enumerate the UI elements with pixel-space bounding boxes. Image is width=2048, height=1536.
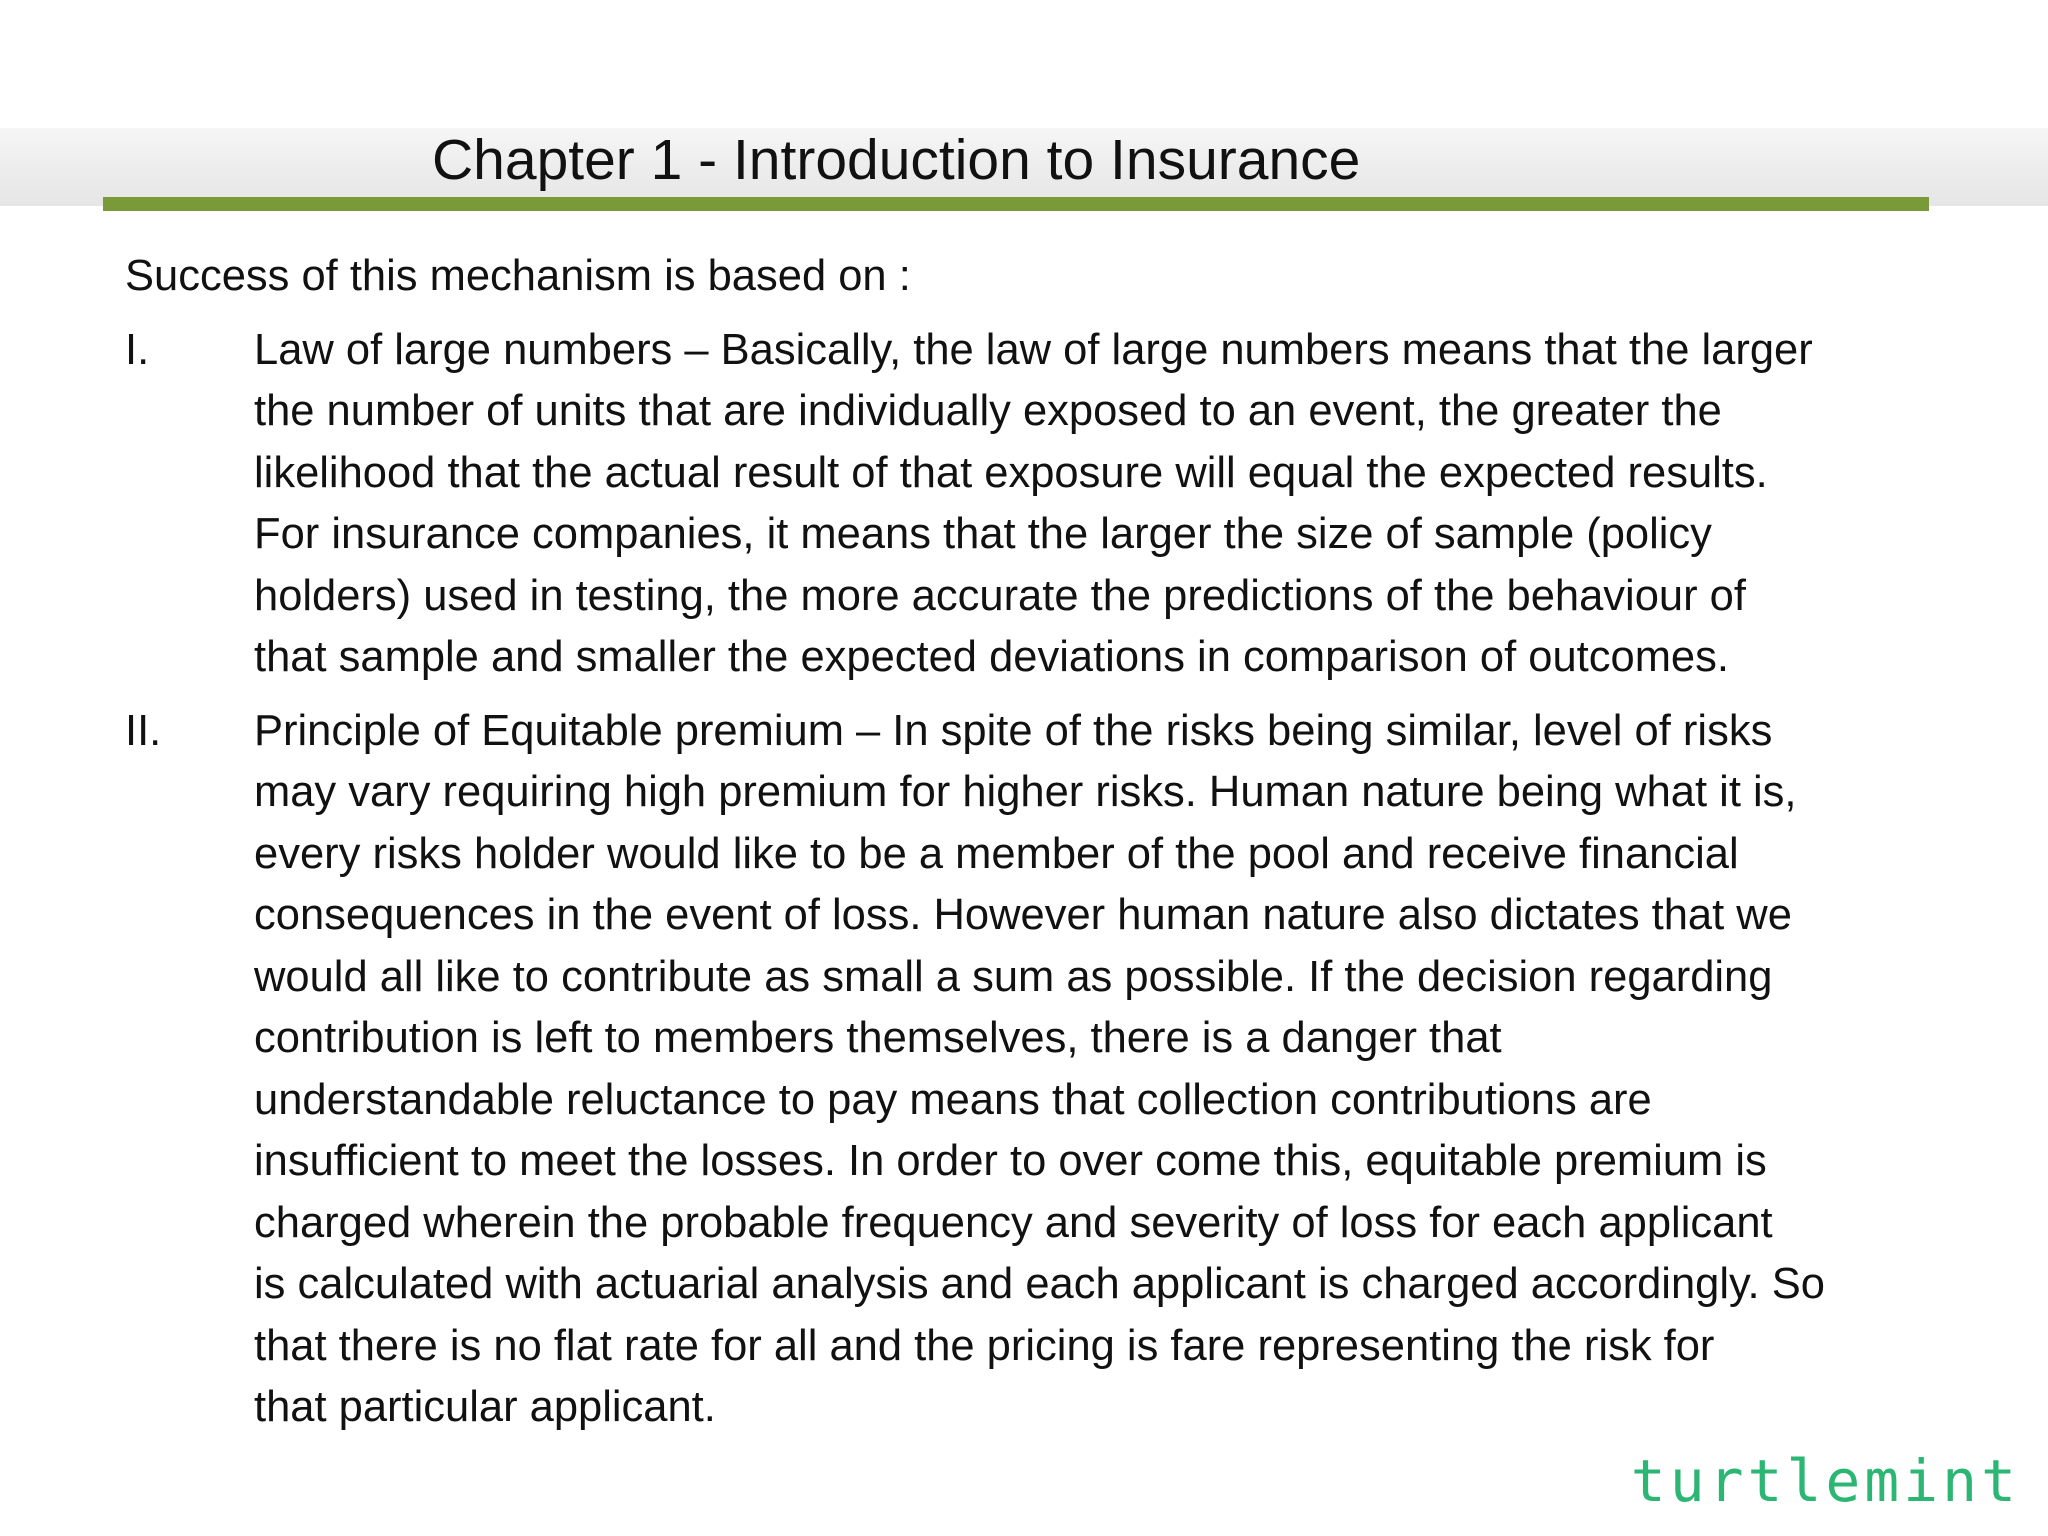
text-line: every risks holder would like to be a member of the pool and receive financial	[254, 829, 1739, 878]
text-line: that there is no flat rate for all and the pricing is fare representing the risk for	[254, 1321, 1715, 1370]
text-line: consequences in the event of loss. However human nature also dictates that we	[254, 891, 1792, 939]
list-item-text	[254, 320, 1935, 689]
list-item	[125, 320, 1935, 689]
text-line: Law of large numbers – Basically, the law of large numbers means that the larger	[254, 325, 1813, 374]
title-accent-rule	[103, 197, 1929, 211]
text-line: For insurance companies, it means that the larger the size of sample (policy	[254, 510, 1712, 558]
turtlemint-logo: turtlemint	[1630, 1447, 2020, 1515]
slide-content	[125, 246, 1935, 1451]
text-line: that particular applicant.	[254, 1383, 716, 1431]
intro-text: Success of this mechanism is based on :	[125, 252, 911, 300]
text-line: insufficient to meet the losses. In order to over come this, equitable premium is	[254, 1137, 1767, 1185]
text-line: likelihood that the actual result of that exposure will equal the expected results.	[254, 448, 1768, 497]
text-line: understandable reluctance to pay means that collection contributions are	[254, 1075, 1652, 1124]
list-item-number: I.	[125, 325, 150, 374]
list-item	[125, 701, 1935, 1439]
text-line: charged wherein the probable frequency and severity of loss for each applicant	[254, 1198, 1773, 1247]
text-line: contribution is left to members themselves, there is a danger that	[254, 1014, 1502, 1062]
text-line: would all like to contribute as small a sum as possible. If the decision regarding	[254, 952, 1773, 1001]
text-line: that sample and smaller the expected deviations in comparison of outcomes.	[254, 633, 1729, 681]
text-line: the number of units that are individually exposed to an event, the greater the	[254, 387, 1722, 435]
list-item-number: II.	[125, 706, 162, 755]
text-line: is calculated with actuarial analysis and each applicant is charged accordingly. So	[254, 1260, 1825, 1308]
slide-title: Chapter 1 - Introduction to Insurance	[432, 128, 1361, 192]
list-item-text	[254, 701, 1935, 1439]
text-line: holders) used in testing, the more accurate the predictions of the behaviour of	[254, 571, 1746, 620]
text-line: Principle of Equitable premium – In spite of the risks being similar, level of risks	[254, 706, 1773, 755]
text-line: may vary requiring high premium for higher risks. Human nature being what it is,	[254, 768, 1797, 816]
